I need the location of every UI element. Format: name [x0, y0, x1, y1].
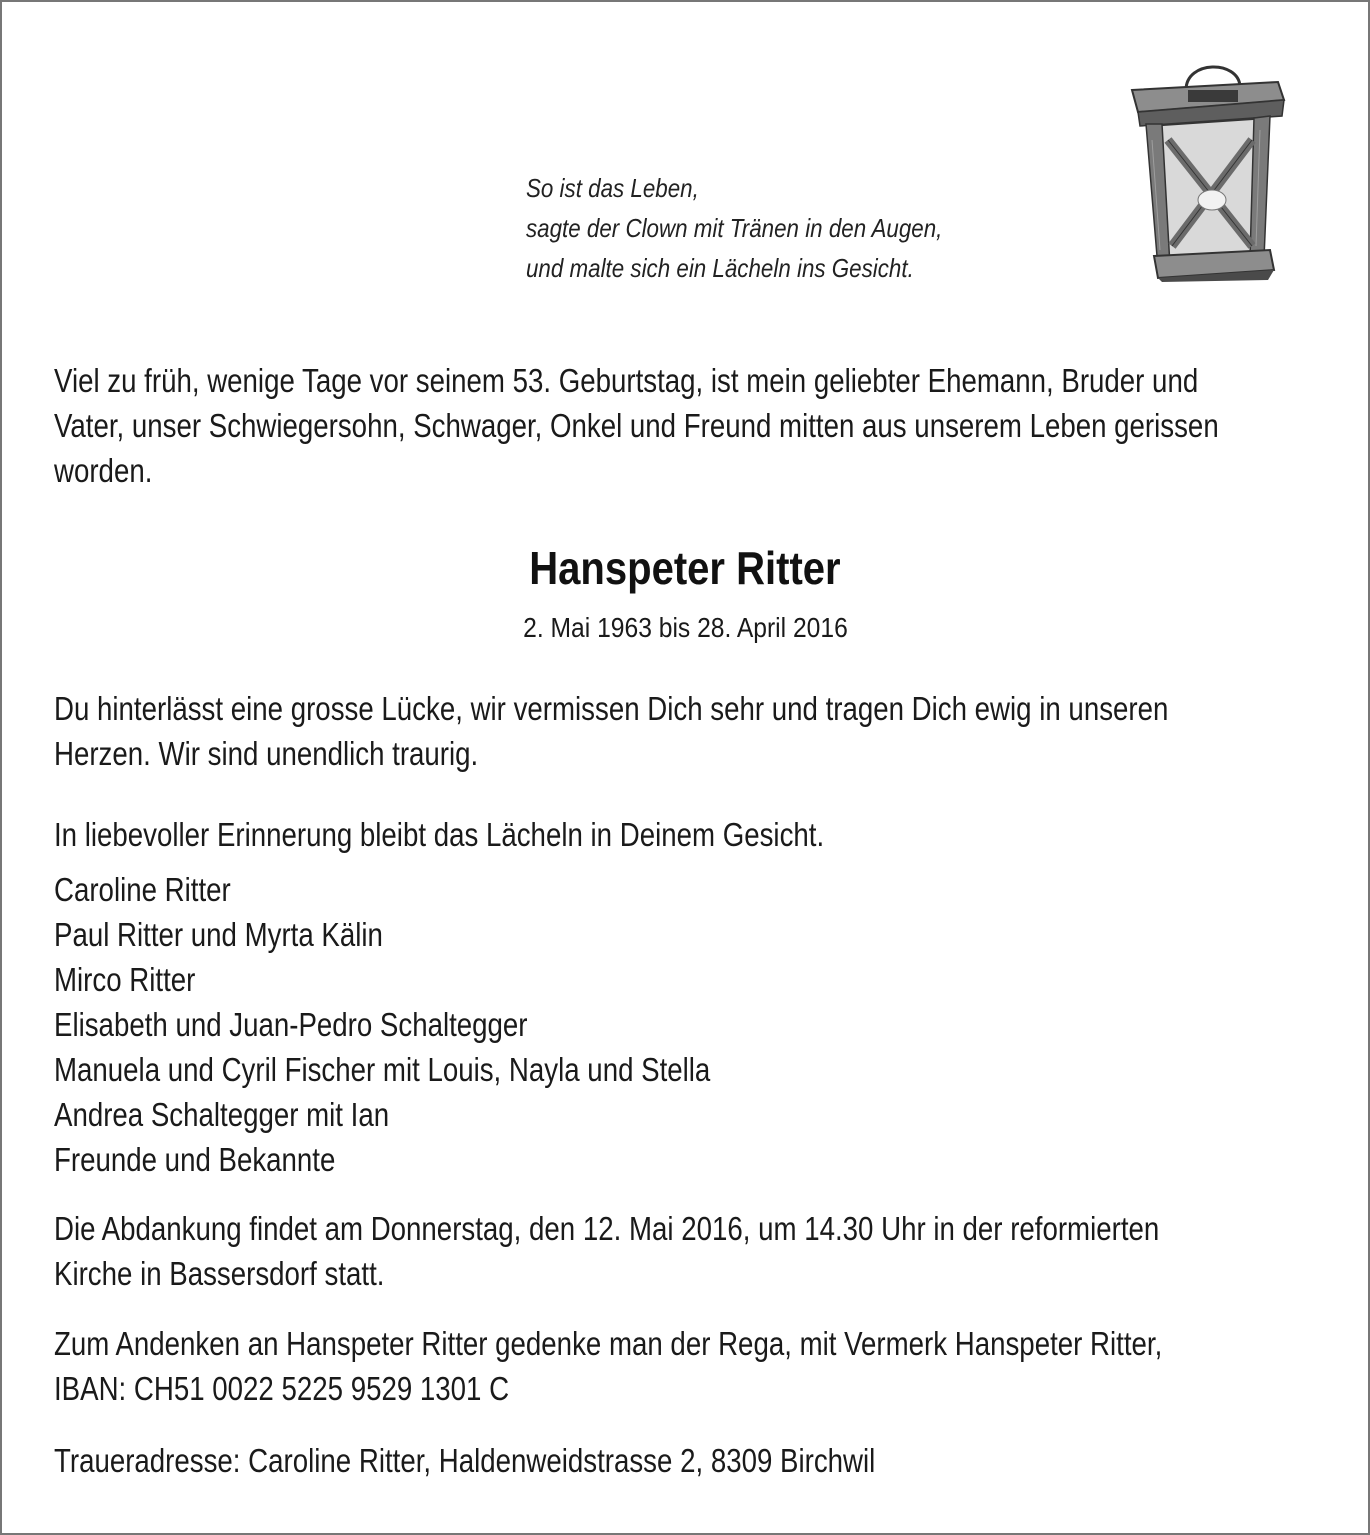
- intro-paragraph: [54, 358, 1311, 493]
- mourning-address: [54, 1438, 1311, 1483]
- mourner-name: Andrea Schaltegger mit Ian: [54, 1096, 390, 1133]
- mourner-name: Elisabeth und Juan-Pedro Schaltegger: [54, 1006, 528, 1043]
- service-line-1: Die Abdankung findet am Donnerstag, den 12. Mai 2016, um 14.30 Uhr in der reformierten: [54, 1210, 1160, 1247]
- mourner-name: Caroline Ritter: [54, 871, 231, 908]
- quote-line-1: So ist das Leben,: [526, 173, 699, 203]
- mourner-name: Freunde und Bekannte: [54, 1141, 336, 1178]
- remembrance-text: In liebevoller Erinnerung bleibt das Lächeln in Deinem Gesicht.: [54, 816, 825, 853]
- mourners-list: [54, 867, 1311, 1182]
- deceased-name: [2, 536, 1368, 600]
- lantern-icon: [1128, 60, 1286, 282]
- quote-line-3: und malte sich ein Lächeln ins Gesicht.: [526, 253, 914, 283]
- donation-line-2: IBAN: CH51 0022 5225 9529 1301 C: [54, 1370, 510, 1407]
- quote-line-2: sagte der Clown mit Tränen in den Augen,: [526, 213, 943, 243]
- tribute-paragraph: [54, 686, 1311, 776]
- mourning-address-text: Traueradresse: Caroline Ritter, Haldenweidstrasse 2, 8309 Birchwil: [54, 1442, 876, 1479]
- mourner-name: Paul Ritter und Myrta Kälin: [54, 916, 383, 953]
- intro-line-1: Viel zu früh, wenige Tage vor seinem 53. Geburtstag, ist mein geliebter Ehemann, Bruder und: [54, 362, 1199, 399]
- donation-line-1: Zum Andenken an Hanspeter Ritter gedenke man der Rega, mit Vermerk Hanspeter Ritter,: [54, 1325, 1163, 1362]
- service-line-2: Kirche in Bassersdorf statt.: [54, 1255, 385, 1292]
- life-dates-text: 2. Mai 1963 bis 28. April 2016: [522, 612, 848, 643]
- service-paragraph: [54, 1206, 1311, 1296]
- life-dates: [2, 609, 1368, 647]
- tribute-line-1: Du hinterlässt eine grosse Lücke, wir vermissen Dich sehr und tragen Dich ewig in unseren: [54, 690, 1169, 727]
- deceased-name-text: Hanspeter Ritter: [529, 542, 841, 594]
- intro-line-3: worden.: [54, 452, 153, 489]
- mourner-name: Mirco Ritter: [54, 961, 196, 998]
- donation-paragraph: [54, 1321, 1311, 1411]
- mourner-name: Manuela und Cyril Fischer mit Louis, Nayla und Stella: [54, 1051, 711, 1088]
- tribute-line-2: Herzen. Wir sind unendlich traurig.: [54, 735, 479, 772]
- intro-line-2: Vater, unser Schwiegersohn, Schwager, Onkel und Freund mitten aus unserem Leben gerissen: [54, 407, 1219, 444]
- remembrance-line: [54, 812, 1311, 857]
- quote-block: [526, 168, 942, 288]
